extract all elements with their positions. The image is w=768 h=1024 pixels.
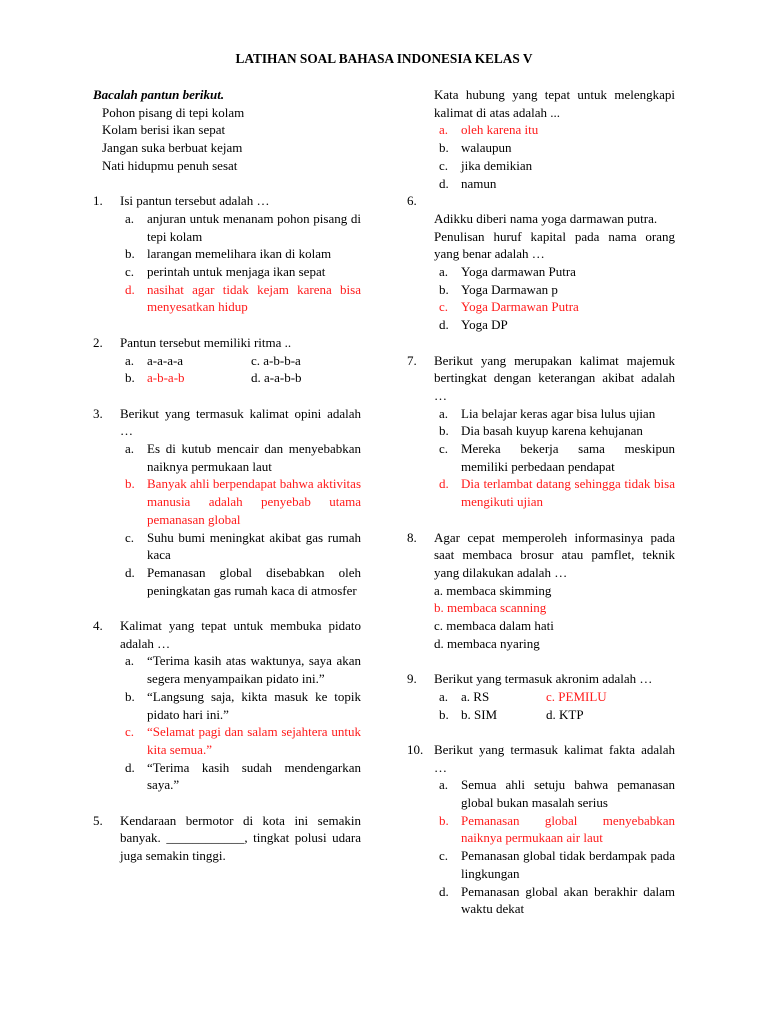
option-c [251, 352, 361, 370]
option-b [434, 281, 675, 299]
option-letter: a. [125, 441, 135, 457]
option-list [120, 210, 361, 316]
question-5-continued [407, 86, 675, 192]
pantun-block [93, 86, 361, 175]
question-number: 3. [93, 405, 103, 421]
question-10 [407, 741, 675, 918]
option-letter: b. [125, 370, 135, 386]
option-text: Dia basah kuyup karena kehujanan [461, 423, 643, 439]
option-letter: c. [439, 848, 449, 864]
option-text: Mereka bekerja sama meskipun memiliki perbedaan pendapat [461, 441, 675, 474]
option-letter: d. [125, 564, 135, 580]
option-c [120, 263, 361, 281]
option-text: b. SIM [461, 706, 498, 722]
option-text: c. a-b-b-a [251, 352, 301, 368]
question-7 [407, 352, 675, 511]
question-text: Isi pantun tersebut adalah … [120, 193, 270, 209]
pantun-lines [102, 104, 361, 175]
document-title: LATIHAN SOAL BAHASA INDONESIA KELAS V [235, 51, 533, 66]
question-2 [93, 334, 361, 387]
option-text: anjuran untuk menanam pohon pisang di tepi kolam [147, 210, 361, 244]
option-d [120, 564, 361, 599]
option-text: oleh karena itu [461, 122, 539, 138]
option-text: “Terima kasih sudah mendengarkan saya.” [147, 759, 361, 793]
question-text: Kata hubung yang tepat untuk melengkapi kalimat di atas adalah ... [434, 87, 675, 120]
option-c [120, 529, 361, 564]
option-letter: d. [439, 175, 449, 191]
option-text: walaupun [461, 140, 512, 156]
option-text: Yoga Darmawan p [461, 281, 558, 297]
option-text: “Terima kasih atas waktunya, saya akan segera menyampaikan pidato ini.” [147, 653, 361, 687]
option-text: Yoga darmawan Putra [461, 264, 576, 280]
option-letter: c. [439, 441, 449, 457]
option-b [434, 139, 675, 157]
pantun-line: Kolam berisi ikan sepat [102, 122, 226, 138]
option-text: a-b-a-b [147, 370, 185, 386]
option-letter: c. [125, 529, 135, 545]
option-list [120, 652, 361, 794]
option-text: Pemanasan global tidak berdampak pada lingkungan [461, 848, 675, 881]
option-text: jika demikian [461, 157, 533, 173]
option-list [434, 582, 675, 653]
question-1 [93, 192, 361, 316]
option-b-answer [434, 812, 675, 847]
option-a [434, 405, 675, 423]
pantun-line: Jangan suka berbuat kejam [102, 140, 243, 156]
option-d [434, 175, 675, 193]
left-column [93, 86, 361, 865]
option-a [434, 776, 675, 811]
option-letter: a. [125, 210, 135, 226]
option-text: namun [461, 175, 497, 191]
option-text: Yoga DP [461, 317, 508, 333]
option-text: Pemanasan global akan berakhir dalam waktu dekat [461, 883, 675, 917]
option-list [434, 121, 675, 192]
question-text: Berikut yang termasuk kalimat opini adalah … [120, 405, 361, 439]
option-list [434, 776, 675, 918]
option-letter: d. [125, 281, 135, 297]
question-number: 7. [407, 352, 417, 368]
option-letter: d. [439, 476, 449, 492]
question-number: 5. [93, 812, 103, 828]
option-text: a-a-a-a [147, 352, 184, 368]
option-letter: c. [439, 299, 449, 315]
question-text: Berikut yang merupakan kalimat majemuk bertingkat dengan keterangan akibat adalah … [434, 352, 675, 403]
option-text: Semua ahli setuju bahwa pemanasan global bukan masalah serius [461, 777, 675, 811]
option-text: nasihat agar tidak kejam karena bisa menyesatkan hidup [147, 281, 361, 315]
option-d-answer [434, 475, 675, 510]
option-letter: b. [439, 140, 449, 156]
option-list [434, 405, 675, 511]
question-5 [93, 812, 361, 865]
option-text: Pemanasan global menyebabkan naiknya permukaan air laut [461, 812, 675, 846]
option-a [120, 440, 361, 475]
option-text: d. a-a-b-b [251, 370, 302, 386]
option-text: “Selamat pagi dan salam sejahtera untuk kita semua.” [147, 724, 361, 757]
option-letter: d. [125, 759, 135, 775]
question-number: 1. [93, 193, 103, 209]
question-text: Berikut yang termasuk akronim adalah … [434, 671, 653, 687]
option-list [120, 440, 361, 599]
option-letter: d. [439, 317, 449, 333]
option-a [120, 210, 361, 245]
question-number: 6. [407, 193, 417, 209]
option-a [434, 263, 675, 281]
option-grid [93, 352, 361, 387]
option-c: c. membaca dalam hati [434, 618, 554, 634]
option-letter: a. [125, 352, 135, 368]
option-letter: d. [439, 883, 449, 899]
option-c [434, 157, 675, 175]
option-b [434, 706, 546, 724]
question-text: Pantun tersebut memiliki ritma .. [120, 334, 292, 350]
option-b-answer: b. membaca scanning [434, 600, 547, 616]
option-list [434, 263, 675, 334]
option-d [251, 369, 361, 387]
option-d [434, 316, 675, 334]
question-9 [407, 670, 675, 723]
option-d-answer [120, 281, 361, 316]
option-text: Yoga Darmawan Putra [461, 299, 579, 315]
pantun-line: Pohon pisang di tepi kolam [102, 104, 245, 120]
option-letter: b. [125, 246, 135, 262]
option-letter: b. [439, 281, 449, 297]
question-4 [93, 617, 361, 794]
option-grid [434, 688, 675, 723]
option-a: a. membaca skimming [434, 582, 552, 598]
option-letter: a. [125, 653, 135, 669]
question-text: Kendaraan bermotor di kota ini semakin banyak. ____________, tingkat polusi udara juga semakin tinggi. [120, 812, 361, 864]
option-a [93, 352, 251, 370]
option-c-answer [434, 298, 675, 316]
question-text: Berikut yang termasuk kalimat fakta adalah … [434, 741, 675, 775]
right-column [407, 86, 675, 918]
option-b [434, 422, 675, 440]
option-d [546, 706, 676, 724]
option-letter: b. [439, 812, 449, 828]
question-number: 2. [93, 334, 103, 350]
option-letter: a. [439, 122, 449, 138]
option-letter: a. [439, 688, 449, 704]
option-c [434, 847, 675, 882]
option-b [120, 245, 361, 263]
option-text: larangan memelihara ikan di kolam [147, 246, 332, 262]
question-number: 9. [407, 671, 417, 687]
question-3 [93, 405, 361, 600]
option-b [120, 688, 361, 723]
option-text: a. RS [461, 688, 490, 704]
option-text: “Langsung saja, kikta masuk ke topik pidato hari ini.” [147, 688, 361, 722]
option-letter: b. [125, 688, 135, 704]
option-text: Es di kutub mencair dan menyebabkan naiknya permukaan laut [147, 441, 361, 474]
option-letter: c. [439, 157, 449, 173]
option-text: Suhu bumi meningkat akibat gas rumah kaca [147, 529, 361, 563]
option-a [120, 652, 361, 687]
question-text-2: Penulisan huruf kapital pada nama orang yang benar adalah … [434, 228, 675, 262]
option-c-answer [546, 688, 676, 706]
option-text: d. KTP [546, 706, 584, 722]
option-c-answer [120, 723, 361, 758]
option-c [434, 440, 675, 475]
option-d [434, 883, 675, 918]
option-letter: b. [439, 706, 449, 722]
question-number: 8. [407, 529, 417, 545]
option-letter: a. [439, 264, 449, 280]
question-text: Adikku diberi nama yoga darmawan putra. [434, 210, 658, 226]
question-number: 4. [93, 618, 103, 634]
question-8 [407, 529, 675, 653]
question-text: Kalimat yang tepat untuk membuka pidato adalah … [120, 618, 361, 651]
question-text: Agar cepat memperoleh informasinya pada saat membaca brosur atau pamflet, teknik yang dilakukan adalah … [434, 529, 675, 580]
option-b-answer [93, 369, 251, 387]
question-6 [407, 192, 675, 334]
option-text: Banyak ahli berpendapat bahwa aktivitas manusia adalah penyebab utama pemanasan global [147, 476, 361, 527]
option-letter: c. [125, 264, 135, 280]
option-text: Lia belajar keras agar bisa lulus ujian [461, 405, 656, 421]
option-text: c. PEMILU [546, 688, 607, 704]
option-b-answer [120, 475, 361, 528]
option-text: Pemanasan global disebabkan oleh peningkatan gas rumah kaca di atmosfer [147, 564, 361, 598]
option-letter: a. [439, 777, 449, 793]
question-number: 10. [407, 741, 424, 757]
pantun-heading: Bacalah pantun berikut. [93, 87, 225, 102]
option-letter: b. [439, 423, 449, 439]
option-text: perintah untuk menjaga ikan sepat [147, 264, 326, 280]
option-a-answer [434, 121, 675, 139]
option-d: d. membaca nyaring [434, 635, 540, 651]
pantun-line: Nati hidupmu penuh sesat [102, 157, 238, 173]
option-letter: a. [439, 405, 449, 421]
option-text: Dia terlambat datang sehingga tidak bisa mengikuti ujian [461, 476, 675, 510]
option-d [120, 759, 361, 794]
option-letter: c. [125, 724, 135, 740]
option-letter: b. [125, 476, 135, 492]
option-a [434, 688, 546, 706]
